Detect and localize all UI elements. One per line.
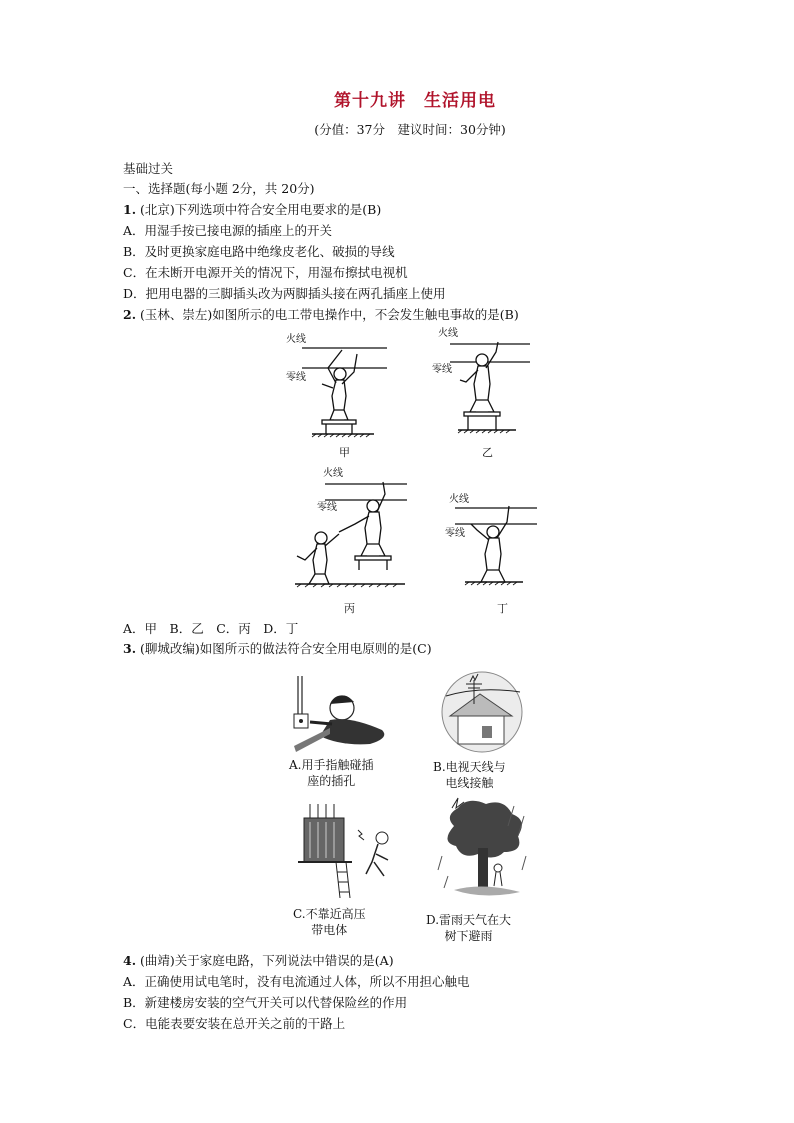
question-stem: (玉林、崇左)如图所示的电工带电操作中，不会发生触电事故的是(B) xyxy=(140,307,519,322)
q3-image-d-tree-rain xyxy=(434,796,534,904)
question-stem: (曲靖)关于家庭电路，下列说法中错误的是(A) xyxy=(140,953,394,968)
q4-option-b: B．新建楼房安装的空气开关可以代替保险丝的作用 xyxy=(123,995,408,1010)
figure-label-bing: 丙 xyxy=(344,602,355,615)
q1-option-d: D．把用电器的三脚插头改为两脚插头接在两孔插座上使用 xyxy=(123,286,446,301)
live-wire-label: 火线 xyxy=(286,334,306,345)
q2-figure-yi xyxy=(430,322,540,440)
q2-figure-jia xyxy=(282,328,392,440)
question-number: 4. xyxy=(123,953,137,968)
q3-caption-a: A.用手指触碰插 座的插孔 xyxy=(289,758,374,788)
q2-options: A．甲 B．乙 C．丙 D．丁 xyxy=(123,621,299,636)
q1-option-a: A．用湿手按已接电源的插座上的开关 xyxy=(123,223,333,238)
q3-image-b-tv-antenna xyxy=(440,670,524,754)
figure-label-jia: 甲 xyxy=(339,446,350,459)
question-number: 2. xyxy=(123,307,137,322)
part-heading: 一、选择题(每小题 2分，共 20分) xyxy=(123,181,315,196)
live-wire-label: 火线 xyxy=(323,468,343,479)
live-wire-label: 火线 xyxy=(449,494,469,505)
question-3 xyxy=(123,640,432,658)
neutral-wire-label: 零线 xyxy=(432,364,452,375)
q1-option-c: C．在未断开电源开关的情况下，用湿布擦拭电视机 xyxy=(123,265,408,280)
question-4 xyxy=(123,952,394,970)
figure-label-yi: 乙 xyxy=(482,446,493,459)
question-stem: (北京)下列选项中符合安全用电要求的是(B) xyxy=(140,202,382,217)
neutral-wire-label: 零线 xyxy=(286,372,306,383)
page-subtitle: (分值：37分 建议时间：30分钟) xyxy=(314,122,506,137)
question-number: 3. xyxy=(123,641,137,656)
neutral-wire-label: 零线 xyxy=(317,502,337,513)
q3-image-a-finger-socket xyxy=(290,672,395,752)
q3-caption-d: D.雷雨天气在大 树下避雨 xyxy=(426,913,512,943)
q3-caption-c: C.不靠近高压 带电体 xyxy=(293,907,366,937)
page-title: 第十九讲 生活用电 xyxy=(334,91,496,111)
question-stem: (聊城改编)如图所示的做法符合安全用电原则的是(C) xyxy=(140,641,432,656)
q4-option-c: C．电能表要安装在总开关之前的干路上 xyxy=(123,1016,346,1031)
q3-caption-b: B.电视天线与 电线接触 xyxy=(433,760,506,790)
q2-figure-ding xyxy=(443,490,543,590)
q3-image-c-high-voltage xyxy=(296,800,400,900)
question-1 xyxy=(123,201,381,219)
question-number: 1. xyxy=(123,202,137,217)
q1-option-b: B．及时更换家庭电路中绝缘皮老化、破损的导线 xyxy=(123,244,395,259)
section-heading: 基础过关 xyxy=(123,161,174,176)
q2-figure-bing xyxy=(285,466,410,596)
figure-label-ding: 丁 xyxy=(497,602,508,615)
live-wire-label: 火线 xyxy=(438,328,458,339)
q4-option-a: A．正确使用试电笔时，没有电流通过人体，所以不用担心触电 xyxy=(123,974,470,989)
neutral-wire-label: 零线 xyxy=(445,528,465,539)
